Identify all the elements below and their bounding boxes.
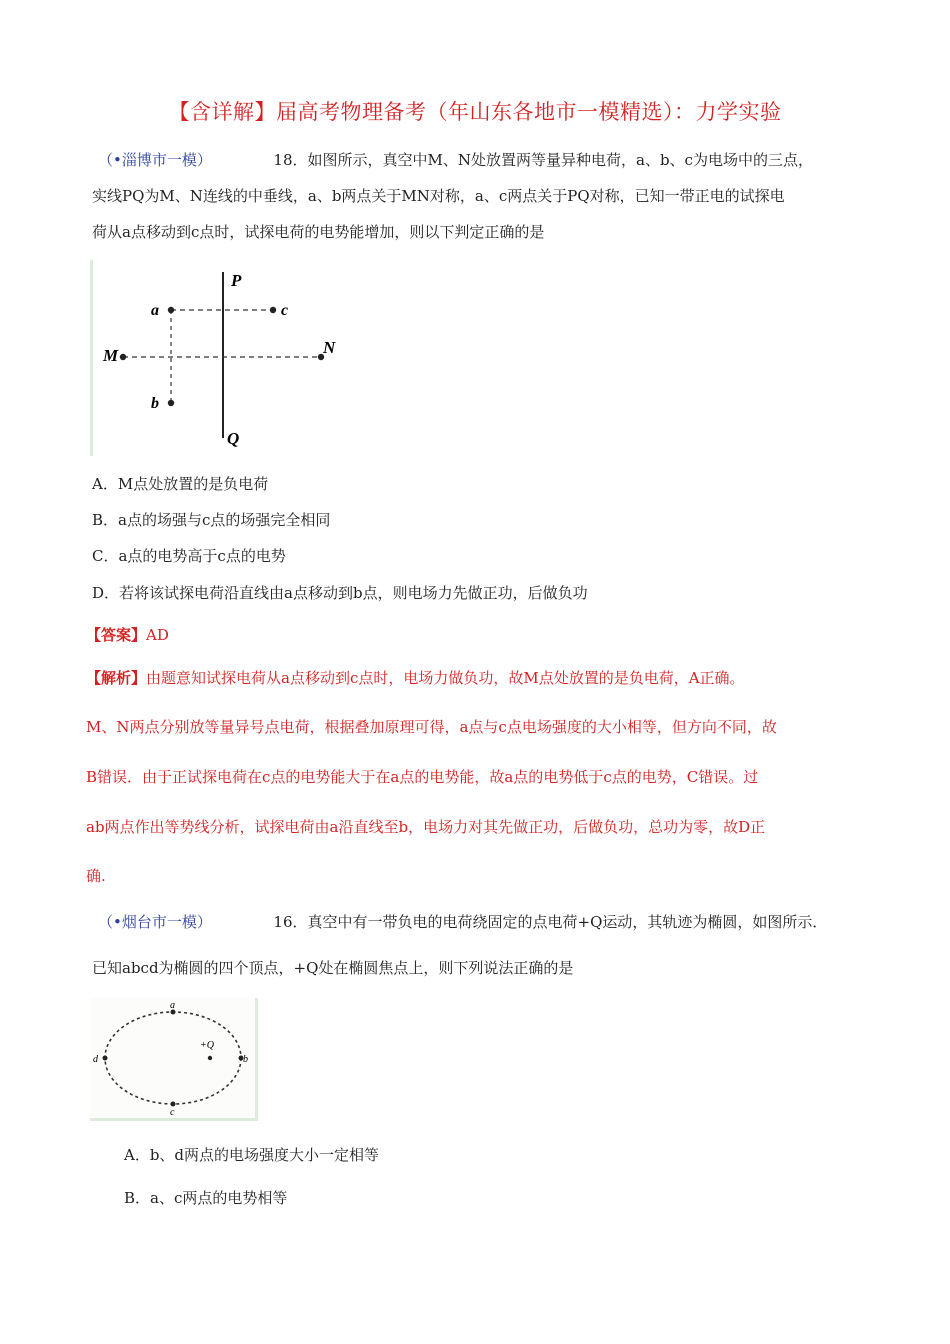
point-m <box>120 354 126 360</box>
point-charge-q <box>208 1056 212 1060</box>
label-a: a <box>170 1000 175 1011</box>
analysis-text-1: 由题意知试探电荷从a点移动到c点时，电场力做负功，故M点处放置的是负电荷，A正确。 <box>146 669 745 687</box>
label-q: Q <box>227 429 240 448</box>
ellipse-orbit-diagram <box>90 998 255 1118</box>
q1-source: （•淄博市一模） <box>98 151 212 169</box>
answer-label: 【答案】 <box>86 626 147 644</box>
charge-field-diagram <box>93 260 343 456</box>
q1-stem-3: 荷从a点移动到c点时，试探电荷的电势能增加，则以下判定正确的是 <box>92 223 545 241</box>
q2-source: （•烟台市一模） <box>98 913 212 931</box>
q1-analysis-line2: M、N两点分别放等量异号点电荷，根据叠加原理可得，a点与c点电场强度的大小相等，但方向不同，故 <box>86 718 777 736</box>
q2-stem-2: 已知abcd为椭圆的四个顶点，+Q处在椭圆焦点上，则下列说法正确的是 <box>92 959 574 977</box>
q2-option-a: A．b、d两点的电场强度大小一定相等 <box>124 1146 380 1164</box>
q1-analysis-line5: 确. <box>86 867 106 885</box>
analysis-label: 【解析】 <box>86 669 147 687</box>
q1-option-a: A．M点处放置的是负电荷 <box>92 475 269 493</box>
label-b: b <box>243 1054 248 1065</box>
page-title: 【含详解】届高考物理备考（年山东各地市一模精选）：力学实验 <box>168 100 782 124</box>
label-a: a <box>151 302 159 319</box>
label-b: b <box>151 395 159 412</box>
point-b <box>168 400 174 406</box>
answer-value: AD <box>146 626 169 644</box>
q1-analysis-line1 <box>86 668 745 688</box>
vertex-c <box>171 1102 176 1107</box>
q1-answer <box>86 625 169 645</box>
label-d: d <box>93 1054 98 1065</box>
q1-line1 <box>98 150 813 170</box>
q1-option-b: B．a点的场强与c点的场强完全相同 <box>92 511 331 529</box>
q2-figure <box>90 998 258 1121</box>
q1-option-c: C．a点的电势高于c点的电势 <box>92 547 286 565</box>
q1-stem-2: 实线PQ为M、N连线的中垂线，a、b两点关于MN对称，a、c两点关于PQ对称，已知一带正电的试探电 <box>92 187 785 205</box>
label-m: M <box>103 346 119 365</box>
label-p: P <box>231 271 242 290</box>
label-plus-q: +Q <box>200 1040 214 1051</box>
q1-stem-1: 18．如图所示，真空中M、N处放置两等量异种电荷，a、b、c为电场中的三点， <box>273 151 813 169</box>
q1-figure <box>90 260 343 456</box>
q2-option-b: B．a、c两点的电势相等 <box>124 1189 288 1207</box>
q1-analysis-line3: B错误．由于正试探电荷在c点的电势能大于在a点的电势能，故a点的电势低于c点的电势，C错误。过 <box>86 768 759 786</box>
q2-line1 <box>98 912 827 932</box>
q1-option-d: D．若将该试探电荷沿直线由a点移动到b点，则电场力先做正功，后做负功 <box>92 584 588 602</box>
q2-stem-1: 16．真空中有一带负电的电荷绕固定的点电荷+Q运动，其轨迹为椭圆，如图所示． <box>273 913 828 931</box>
point-a <box>168 307 174 313</box>
q1-analysis-line4: ab两点作出等势线分析，试探电荷由a沿直线至b，电场力对其先做正功，后做负功，总功为零，故D正 <box>86 818 766 836</box>
point-c <box>270 307 276 313</box>
label-n: N <box>323 338 336 357</box>
label-c: c <box>281 302 289 319</box>
orbit-ellipse <box>105 1012 241 1104</box>
vertex-d <box>103 1056 108 1061</box>
label-c: c <box>170 1107 175 1118</box>
